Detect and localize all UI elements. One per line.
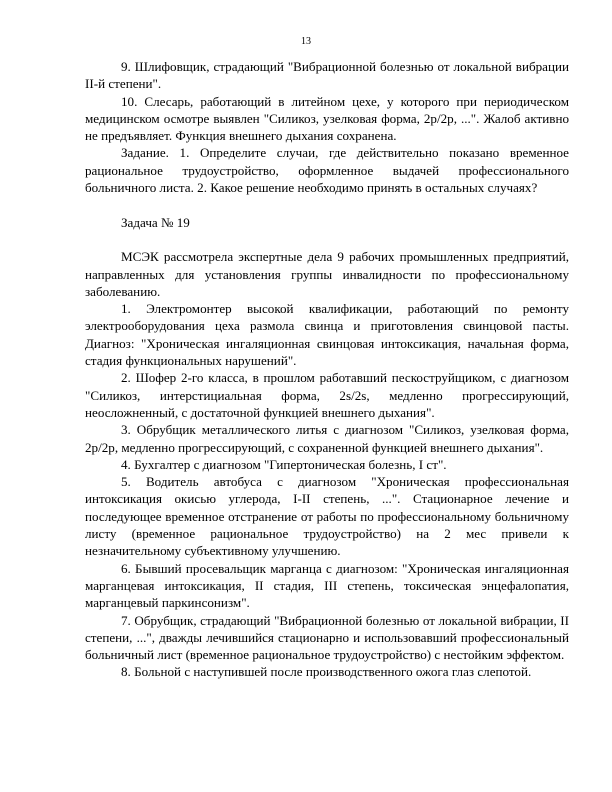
paragraph-item-1: 1. Электромонтер высокой квалификации, работающий по ремонту электрооборудования цеха размола свинца и приготовления свинцовой пасты. Диагноз: "Хроническая ингаляционная свинцовая интоксикация, начальная форма, стадия функциональных нарушений". (85, 301, 569, 369)
page-number: 13 (301, 36, 311, 47)
paragraph-item-4: 4. Бухгалтер с диагнозом "Гипертоническая болезнь, I ст". (121, 456, 447, 472)
paragraph-item-6: 6. Бывший просевальщик марганца с диагнозом: "Хроническая ингаляционная марганцевая интоксикация, II стадия, III степень, токсическая энцефалопатия, марганцевый паркинсонизм". (85, 560, 569, 611)
paragraph-case-9: 9. Шлифовщик, страдающий "Вибрационной болезнью от локальной вибрации II-й степени". (85, 59, 569, 92)
paragraph-item-3: 3. Обрубщик металлического литья с диагнозом "Силикоз, узелковая форма, 2р/2р, медленно прогрессирующий, с сохраненной функцией внешнего дыхания". (85, 422, 569, 455)
paragraph-case-10: 10. Слесарь, работающий в литейном цехе, у которого при периодическом медицинском осмотре выявлен "Силикоз, узелковая форма, 2р/2р, ...". Жалоб активно не предъявляет. Функция внешнего дыхания сохранена. (85, 93, 569, 144)
page-content (85, 58, 569, 681)
blank-line (85, 196, 569, 213)
paragraph-item-7: 7. Обрубщик, страдающий "Вибрационной болезнью от локальной вибрации, II степени, ...", дважды лечившийся стационарно и использовавший профессиональный больничный лист (временное рациональное трудоустройство) с нестойким эффектом. (85, 612, 569, 663)
blank-line (85, 231, 569, 248)
paragraph-item-5: 5. Водитель автобуса с диагнозом "Хроническая профессиональная интоксикация окисью углерода, I-II степень, ...". Стационарное лечение и последующее временное отстранение от работы по профессиональному больничному листу (временное рациональное трудоустройство) на 2 мес привели к незначительному субъективному улучшению. (85, 474, 569, 559)
task-heading: Задача № 19 (121, 214, 190, 230)
paragraph-item-8: 8. Больной с наступившей после производственного ожога глаз слепотой. (121, 664, 532, 680)
paragraph-item-2: 2. Шофер 2-го класса, в прошлом работавший пескоструйщиком, с диагнозом "Силикоз, интерстициальная форма, 2s/2s, медленно прогрессирующий, неосложненный, с достаточной функцией внешнего дыхания". (85, 370, 569, 420)
paragraph-intro: МСЭК рассмотрела экспертные дела 9 рабочих промышленных предприятий, направленных для установления группы инвалидности по профессиональному заболеванию. (85, 249, 569, 299)
paragraph-assignment: Задание. 1. Определите случаи, где действительно показано временное рациональное трудоустройство, оформленное выдачей профессионального больничного листа. 2. Какое решение необходимо принять в остальных случаях? (85, 145, 569, 196)
